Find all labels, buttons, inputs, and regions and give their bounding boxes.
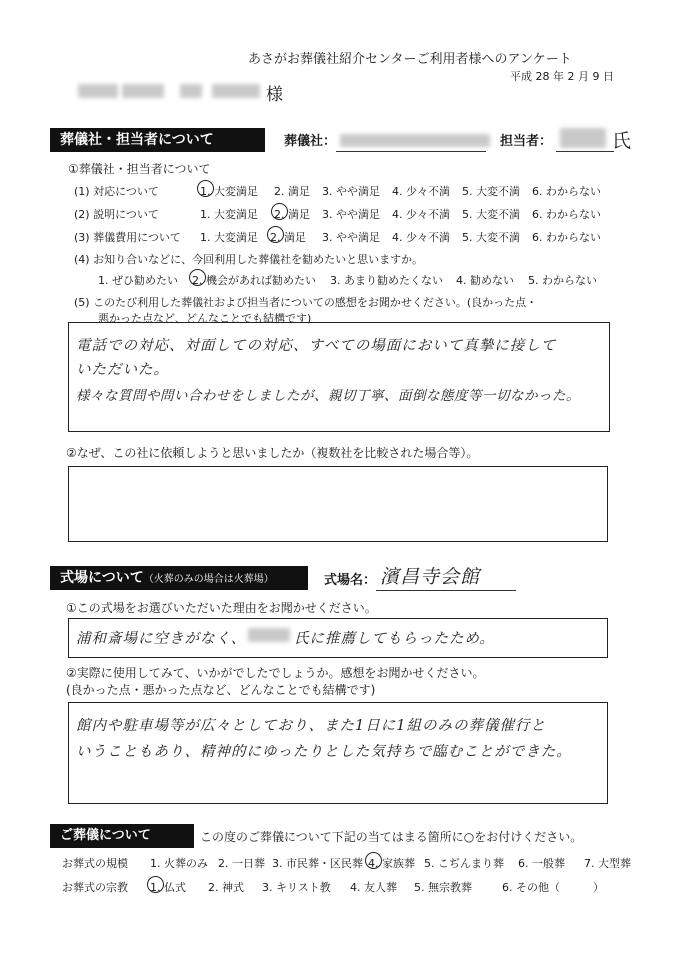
row-1-opt-1[interactable]: 1. 大変満足 — [200, 185, 258, 198]
q4-selected-circle — [189, 269, 206, 286]
q4-opt-3[interactable]: 3. あまり勧めたくない — [330, 274, 443, 287]
redacted-recipient-name-4 — [212, 84, 260, 98]
religion-selected-circle — [147, 876, 164, 893]
recipient-suffix: 様 — [266, 85, 283, 105]
q2-answer-box[interactable] — [68, 466, 608, 542]
redacted-recipient-name-3 — [180, 84, 202, 98]
funeral-instruction: この度のご葬儀について下記の当てはまる箇所に○をお付けください。 — [200, 830, 583, 844]
religion-opt-5[interactable]: 5. 無宗教葬 — [414, 881, 472, 894]
q5-answer-line3: 様々な質問や問い合わせをしましたが、親切丁寧、面倒な態度等一切なかった。 — [76, 388, 580, 404]
venue-q2-title-line2: (良かった点・悪かった点など、どんなことでも結構です) — [66, 683, 376, 697]
row-3-opt-4[interactable]: 4. 少々不満 — [392, 231, 450, 244]
row-3-label: (3) 葬儀費用について — [74, 231, 181, 244]
staff-label: 担当者： — [500, 134, 553, 149]
row-1-opt-2[interactable]: 2. 満足 — [274, 185, 310, 198]
redacted-referrer-name — [248, 628, 290, 642]
venue-q1-title: ①この式場をお選びいただいた理由をお聞かせください。 — [66, 601, 377, 615]
venue-q1-answer-a: 浦和斎場に空きがなく、 — [76, 631, 247, 647]
scale-opt-7[interactable]: 7. 大型葬 — [584, 857, 631, 870]
religion-opt-2[interactable]: 2. 神式 — [208, 881, 244, 894]
section-venue-title — [50, 566, 308, 590]
row-2-opt-4[interactable]: 4. 少々不満 — [392, 208, 450, 221]
row-2-label: (2) 説明について — [74, 208, 159, 221]
row-3-opt-5[interactable]: 5. 大変不満 — [462, 231, 520, 244]
section-venue-title-note: （火葬のみの場合は火葬場） — [143, 574, 274, 585]
venue-underline — [376, 590, 516, 591]
q5-text-line2: 悪かった点など、どんなことでも結構です) — [98, 312, 312, 325]
q5-answer-line2: いただいた。 — [76, 362, 169, 378]
venue-label: 式場名： — [324, 573, 377, 588]
q5-text-line1: (5) このたび利用した葬儀社および担当者についての感想をお聞かせください。(良かった点・ — [74, 296, 538, 309]
q4-opt-1[interactable]: 1. ぜひ勧めたい — [98, 274, 178, 287]
section-funeral-title: ご葬儀について — [50, 824, 194, 848]
religion-opt-1[interactable]: 1. 仏式 — [150, 881, 186, 894]
scale-opt-4[interactable]: 4. 家族葬 — [368, 857, 415, 870]
row-3-opt-3[interactable]: 3. やや満足 — [322, 231, 380, 244]
section-funeral-company-title: 葬儀社・担当者について — [50, 128, 265, 152]
row-1-opt-4[interactable]: 4. 少々不満 — [392, 185, 450, 198]
survey-title: あさがお葬儀社紹介センターご利用者様へのアンケート — [248, 52, 572, 67]
section-venue-title-text: 式場について — [60, 570, 144, 586]
religion-label: お葬式の宗教 — [62, 881, 128, 894]
venue-q1-answer-b: 氏に推薦してもらったため。 — [294, 631, 495, 647]
row-2-opt-5[interactable]: 5. 大変不満 — [462, 208, 520, 221]
row-2-selected-circle — [271, 203, 288, 220]
row-1-selected-circle — [197, 180, 214, 197]
row-3-opt-1[interactable]: 1. 大変満足 — [200, 231, 258, 244]
scale-selected-circle — [365, 852, 382, 869]
religion-opt-6[interactable]: 6. その他（ ） — [502, 881, 604, 894]
venue-q2-answer-line1: 館内や駐車場等が広々としており、また1日に1組のみの葬儀催行と — [76, 718, 546, 734]
row-3-opt-6[interactable]: 6. わからない — [532, 231, 601, 244]
religion-opt-3[interactable]: 3. キリスト教 — [262, 881, 331, 894]
q4-opt-2[interactable]: 2. 機会があれば勧めたい — [192, 274, 316, 287]
row-1-opt-6[interactable]: 6. わからない — [532, 185, 601, 198]
row-3-selected-circle — [267, 226, 284, 243]
redacted-company-name — [340, 134, 490, 147]
religion-opt-4[interactable]: 4. 友人葬 — [350, 881, 397, 894]
q4-opt-4[interactable]: 4. 勧めない — [456, 274, 514, 287]
q1-title: ①葬儀社・担当者について — [68, 162, 211, 176]
row-2-opt-1[interactable]: 1. 大変満足 — [200, 208, 258, 221]
scale-opt-2[interactable]: 2. 一日葬 — [218, 857, 265, 870]
redacted-staff-name — [560, 128, 606, 148]
q2-title: ②なぜ、この社に依頼しようと思いましたか（複数社を比較された場合等）。 — [66, 446, 479, 460]
row-1-opt-5[interactable]: 5. 大変不満 — [462, 185, 520, 198]
row-2-opt-3[interactable]: 3. やや満足 — [322, 208, 380, 221]
scale-opt-1[interactable]: 1. 火葬のみ — [150, 857, 208, 870]
q5-answer-line1: 電話での対応、対面しての対応、すべての場面において真摯に接して — [76, 338, 557, 354]
venue-q2-answer-line2: いうこともあり、精神的にゆったりとした気持ちで臨むことができた。 — [76, 744, 572, 760]
company-underline — [336, 151, 486, 152]
q4-opt-5[interactable]: 5. わからない — [528, 274, 597, 287]
redacted-recipient-name-1 — [78, 84, 118, 98]
q4-text: (4) お知り合いなどに、今回利用した葬儀社を勧めたいと思いますか。 — [74, 253, 424, 266]
company-label: 葬儀社： — [284, 134, 337, 149]
venue-q2-title-line1: ②実際に使用してみて、いかがでしたでしょうか。感想をお聞かせください。 — [66, 666, 485, 680]
staff-suffix: 氏 — [612, 130, 633, 152]
survey-date: 平成 28 年 2 月 9 日 — [510, 70, 614, 83]
row-1-opt-3[interactable]: 3. やや満足 — [322, 185, 380, 198]
scale-label: お葬式の規模 — [62, 857, 128, 870]
scale-opt-5[interactable]: 5. こぢんまり葬 — [424, 857, 504, 870]
row-1-label: (1) 対応について — [74, 185, 159, 198]
scale-opt-6[interactable]: 6. 一般葬 — [518, 857, 565, 870]
staff-underline — [556, 151, 614, 152]
row-2-opt-2[interactable]: 2. 満足 — [274, 208, 310, 221]
row-2-opt-6[interactable]: 6. わからない — [532, 208, 601, 221]
venue-name: 濱昌寺会館 — [380, 566, 481, 588]
scale-opt-3[interactable]: 3. 市民葬・区民葬 — [272, 857, 363, 870]
row-3-opt-2[interactable]: 2. 満足 — [270, 231, 306, 244]
redacted-recipient-name-2 — [122, 84, 164, 98]
